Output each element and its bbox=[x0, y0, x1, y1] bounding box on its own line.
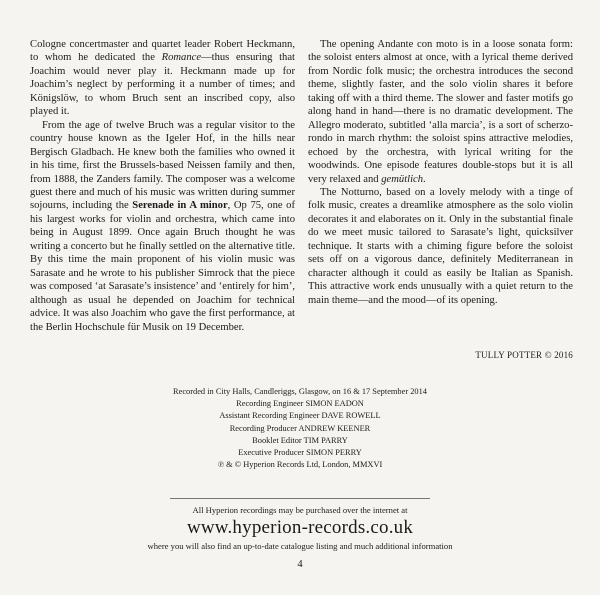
footer-purchase-text: All Hyperion recordings may be purchased over the internet at bbox=[192, 505, 408, 515]
credit-line: Booklet Editor TIM PARRY bbox=[252, 435, 348, 445]
serenade-title: Serenade in A minor bbox=[132, 200, 228, 212]
credit-line: Recorded in City Halls, Candleriggs, Glasgow, on 16 & 17 September 2014 bbox=[173, 387, 427, 396]
left-paragraph-2: From the age of twelve Bruch was a regular visitor to the country house known as the Igeler Hof, in the hills near Bergisch Gladbach. He knew both the families who owned it in his time, first the Brussels-based Neissen family and then, from 1888, the Zanders family. The composer was a welcome guest there and much of his music was written during summer sojourns, including the Serenade in A minor, Op 75, one of his largest works for violin and orchestra, which came into being in August 1899. Once again Bruch thought he was writing a concerto but he finally settled on the alternative title. By this time the main proponent of his violin music was Sarasate and he wrote to his publisher Simrock that the piece was composed ‘at Sarasate’s insistence’ and ‘entirely for him’, although as usual he depended on Joachim for technical advice. It was also Joachim who gave the first performance, at the Berlin Hochschule für Musik on 19 December. bbox=[30, 119, 295, 333]
footer bbox=[30, 504, 570, 552]
right-paragraph-1: The opening Andante con moto is in a loose sonata form: the soloist enters almost at once, with a lyrical theme derived from Nordic folk music; the orchestra introduces the second theme, slightly faster, and the solo violin shares it before taking off with a third theme. The slower and faster motifs go along hand in hand—there is no dramatic development. The Allegro moderato, subtitled ‘alla marcia’, is a sort of scherzo-rondo in march rhythm: the soloist spins attractive melodies, echoed by the orchestra, with lyrical writing for the woodwinds. One episode features double-stops but it is all very relaxed and gemütlich. bbox=[308, 39, 573, 185]
gemutlich-word: gemütlich bbox=[381, 173, 424, 185]
author-signature: TULLY POTTER © 2016 bbox=[475, 350, 573, 360]
recording-credits bbox=[60, 386, 540, 471]
page-number: 4 bbox=[297, 559, 303, 570]
credit-line: Recording Engineer SIMON EADON bbox=[236, 399, 364, 409]
footer-catalogue-text: where you will also find an up-to-date catalogue listing and much additional information bbox=[147, 541, 453, 551]
credit-line: Recording Producer ANDREW KEENER bbox=[229, 423, 371, 433]
left-paragraph-1: Cologne concertmaster and quartet leader Robert Heckmann, to whom he dedicated the Romance—thus ensuring that Joachim would never play it. Heckmann made up for Joachim’s neglect by performing it a number of times; and Königslöw, to whom Bruch sent an inscribed copy, also played it. bbox=[30, 39, 295, 118]
right-column bbox=[308, 38, 573, 307]
credit-line: Executive Producer SIMON PERRY bbox=[238, 448, 362, 458]
romance-title: Romance bbox=[161, 52, 202, 64]
right-paragraph-2: The Notturno, based on a lovely melody with a tinge of folk music, creates a dreamlike atmosphere as the solo violin decorates it and elaborates on it. Only in the substantial finale do we meet music tailored to Sarasate’s light, quicksilver technique. It starts with a chiming figure before the soloist sets off on a vigorous dance, definitely Mediterranean in character although it could as easily be Italian as Spanish. This attractive work ends unusually with a quiet return to the main theme—and the mood—of its opening. bbox=[308, 186, 573, 306]
credit-line: Assistant Recording Engineer DAVE ROWELL bbox=[219, 411, 381, 421]
footer-divider bbox=[170, 498, 430, 499]
left-column bbox=[30, 38, 295, 334]
credit-line: ℗ & © Hyperion Records Ltd, London, MMXVI bbox=[217, 460, 383, 470]
website-url: www.hyperion-records.co.uk bbox=[186, 517, 414, 538]
